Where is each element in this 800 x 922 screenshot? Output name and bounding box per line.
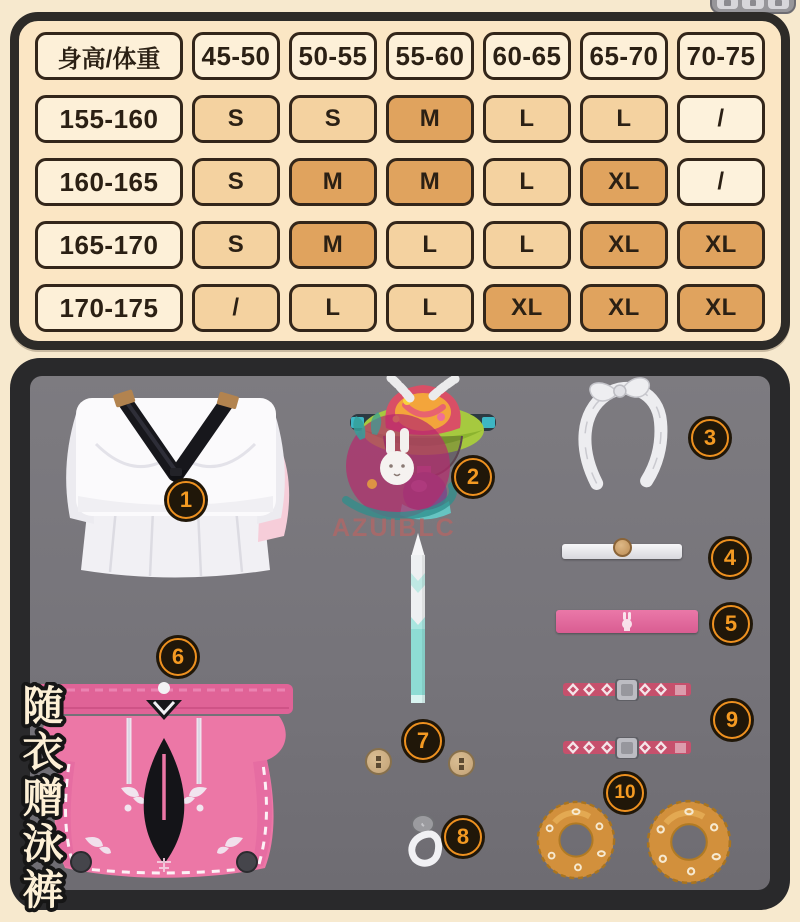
header-weight-range: 65-70: [580, 32, 668, 80]
size-cell-2-0: S: [192, 221, 280, 269]
belt-graphic: [563, 679, 691, 701]
belt-graphic: [563, 737, 691, 759]
size-cell-1-5: /: [677, 158, 765, 206]
product-photo-panel: [10, 358, 790, 910]
item-badge-9: 9: [710, 698, 754, 742]
donut-graphic: [645, 798, 733, 886]
size-cell-2-3: L: [483, 221, 571, 269]
header-weight-range: 70-75: [677, 32, 765, 80]
armband-rabbit-icon: [619, 612, 635, 632]
ring-accessory: [403, 814, 443, 868]
item-badge-5: 5: [709, 602, 753, 646]
size-chart-table: [19, 21, 781, 341]
donut-ring-2: [645, 798, 733, 886]
item-badge-7: 7: [401, 719, 445, 763]
product-photo: [30, 376, 770, 890]
size-cell-1-2: M: [386, 158, 474, 206]
size-cell-0-3: L: [483, 95, 571, 143]
ring-graphic: [403, 814, 443, 868]
item-badge-3: 3: [688, 416, 732, 460]
size-cell-1-0: S: [192, 158, 280, 206]
headband-graphic: [573, 376, 673, 494]
size-cell-1-3: L: [483, 158, 571, 206]
item-badge-4: 4: [708, 536, 752, 580]
size-cell-3-2: L: [386, 284, 474, 332]
row-height-range: 165-170: [35, 221, 183, 269]
size-cell-2-4: XL: [580, 221, 668, 269]
toolbar-key-icon[interactable]: [768, 0, 789, 9]
pattern-belt-2: [563, 737, 691, 759]
header-weight-range: 60-65: [483, 32, 571, 80]
spare-button-1: [365, 748, 392, 775]
pink-armband: [556, 610, 698, 633]
donut-ring-1: [535, 799, 617, 881]
size-cell-2-1: M: [289, 221, 377, 269]
size-cell-3-1: L: [289, 284, 377, 332]
pattern-belt-1: [563, 679, 691, 701]
size-cell-1-1: M: [289, 158, 377, 206]
white-teal-wand: [407, 533, 429, 705]
row-height-range: 170-175: [35, 284, 183, 332]
side-note-swim-trunks: [13, 682, 73, 914]
donut-graphic: [535, 799, 617, 881]
item-badge-2: 2: [451, 455, 495, 499]
row-height-range: 155-160: [35, 95, 183, 143]
wand-graphic: [407, 533, 429, 705]
row-height-range: 160-165: [35, 158, 183, 206]
header-weight-range: 45-50: [192, 32, 280, 80]
toolbar-key-icon[interactable]: [742, 0, 763, 9]
size-cell-2-2: L: [386, 221, 474, 269]
size-cell-3-0: /: [192, 284, 280, 332]
header-height-weight: 身高/体重: [35, 32, 183, 80]
side-note-char: 衣: [22, 728, 64, 776]
header-weight-range: 55-60: [386, 32, 474, 80]
size-cell-2-5: XL: [677, 221, 765, 269]
size-cell-0-0: S: [192, 95, 280, 143]
size-cell-0-2: M: [386, 95, 474, 143]
toolbar-key-icon[interactable]: [717, 0, 738, 9]
item-badge-6: 6: [156, 635, 200, 679]
size-cell-0-1: S: [289, 95, 377, 143]
size-cell-3-3: XL: [483, 284, 571, 332]
choker-button-icon: [613, 538, 632, 557]
side-note-char: 泳: [22, 820, 64, 868]
side-note-char: 裤: [22, 866, 64, 914]
watermark-text: AZUIBLC: [332, 514, 456, 542]
size-cell-0-5: /: [677, 95, 765, 143]
size-cell-1-4: XL: [580, 158, 668, 206]
item-badge-10: 10: [603, 771, 647, 815]
item-badge-1: 1: [164, 478, 208, 522]
header-weight-range: 50-55: [289, 32, 377, 80]
size-cell-3-5: XL: [677, 284, 765, 332]
size-chart-panel: [10, 12, 790, 350]
spare-button-2: [448, 750, 475, 777]
item-badge-8: 8: [441, 815, 485, 859]
size-cell-0-4: L: [580, 95, 668, 143]
white-headband: [573, 376, 673, 494]
size-cell-3-4: XL: [580, 284, 668, 332]
side-note-char: 随: [22, 682, 64, 730]
side-note-char: 赠: [22, 774, 64, 822]
